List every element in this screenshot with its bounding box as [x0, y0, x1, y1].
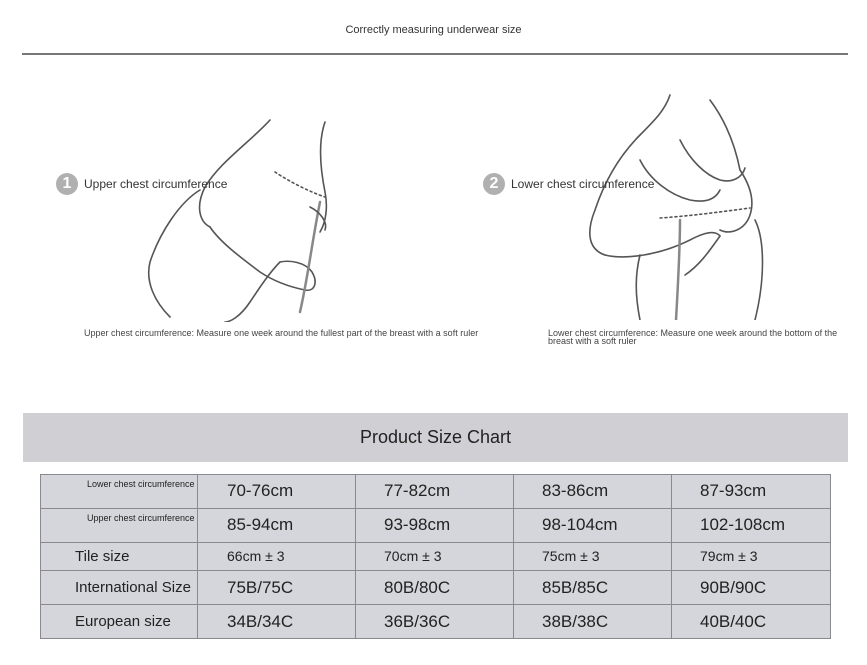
table-cell: 77-82cm [356, 475, 514, 509]
table-row [41, 571, 831, 605]
table-row [41, 542, 831, 571]
table-cell: 66cm ± 3 [198, 542, 356, 571]
table-cell: 98-104cm [514, 508, 672, 542]
table-cell: 87-93cm [672, 475, 831, 509]
table-cell: 34B/34C [198, 605, 356, 639]
table-cell: 83-86cm [514, 475, 672, 509]
table-cell: 70cm ± 3 [356, 542, 514, 571]
size-chart-table [40, 474, 831, 639]
upper-chest-caption: Upper chest circumference: Measure one week around the fullest part of the breast with a soft ruler [84, 328, 479, 338]
size-chart-title: Product Size Chart [23, 413, 848, 462]
upper-chest-illustration [140, 112, 350, 322]
table-cell: 93-98cm [356, 508, 514, 542]
lower-chest-illustration [580, 90, 790, 320]
table-cell: 75B/75C [198, 571, 356, 605]
lower-chest-caption: Lower chest circumference: Measure one week around the bottom of the breast with a soft ruler [548, 328, 838, 346]
row-label-upper-chest: Upper chest circumference [41, 508, 198, 542]
page-title: Correctly measuring underwear size [345, 24, 522, 36]
step-lower-chest [483, 173, 654, 195]
row-label-lower-chest: Lower chest circumference [41, 475, 198, 509]
step-number-2: 2 [483, 173, 505, 195]
table-cell: 70-76cm [198, 475, 356, 509]
table-row [41, 475, 831, 509]
row-label-tile-size: Tile size [41, 542, 198, 571]
table-cell: 75cm ± 3 [514, 542, 672, 571]
step-label-lower-chest: Lower chest circumference [511, 177, 655, 191]
table-row [41, 605, 831, 639]
row-label-european-size: European size [41, 605, 198, 639]
row-label-international-size: International Size [41, 571, 198, 605]
step-upper-chest [56, 173, 227, 195]
table-cell: 79cm ± 3 [672, 542, 831, 571]
table-row [41, 508, 831, 542]
table-cell: 85-94cm [198, 508, 356, 542]
table-cell: 40B/40C [672, 605, 831, 639]
step-number-1: 1 [56, 173, 78, 195]
step-label-upper-chest: Upper chest circumference [84, 177, 228, 191]
title-divider [22, 53, 848, 55]
table-cell: 90B/90C [672, 571, 831, 605]
table-cell: 85B/85C [514, 571, 672, 605]
table-cell: 38B/38C [514, 605, 672, 639]
table-cell: 102-108cm [672, 508, 831, 542]
table-cell: 80B/80C [356, 571, 514, 605]
table-cell: 36B/36C [356, 605, 514, 639]
